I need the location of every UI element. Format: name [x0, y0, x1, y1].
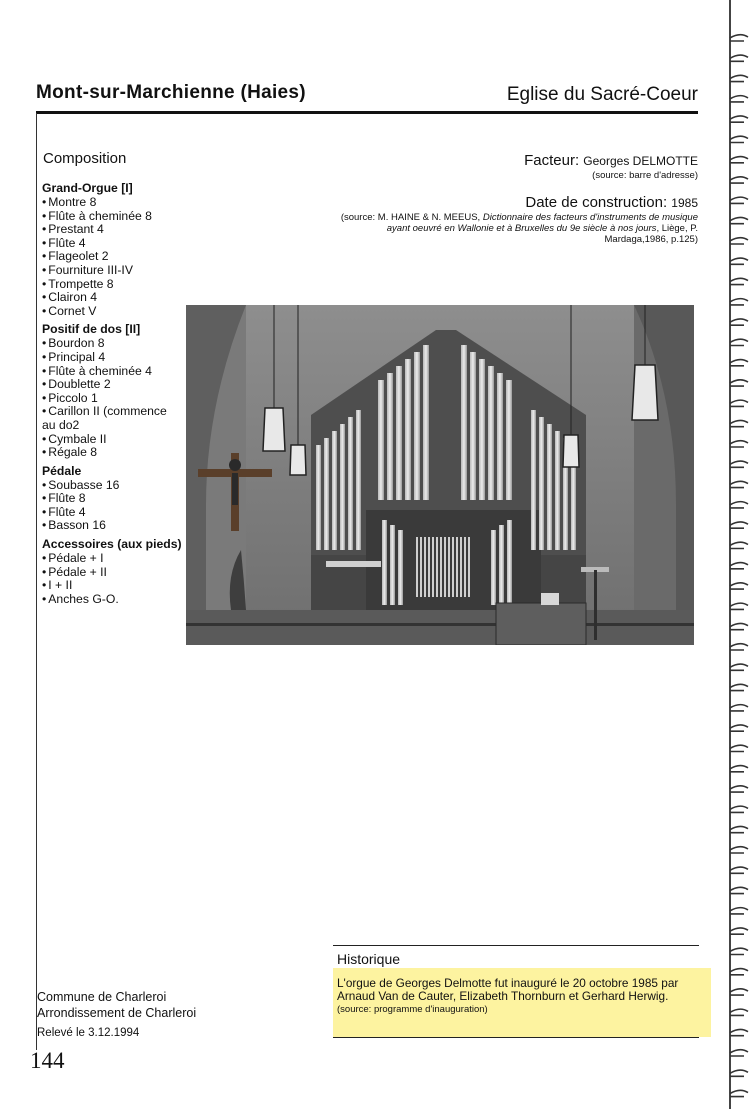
spiral-loop [730, 542, 748, 548]
stop-item: • Flûte à cheminée 8 [42, 210, 182, 224]
spiral-loop [730, 35, 748, 41]
header-rule [36, 111, 698, 114]
spiral-loop [730, 96, 748, 102]
spiral-loop [730, 177, 748, 183]
spiral-loop [730, 908, 748, 914]
spiral-loop [730, 786, 748, 792]
construction-source-suffix: , Liège, P. Mardaga,1986, p.125) [604, 223, 698, 245]
spiral-loop [730, 380, 748, 386]
construction-source-title: Dictionnaire des facteurs d'instruments de musique ayant oeuvré en Wallonie et à Bruxelles du 9e siècle à nos jours [386, 212, 698, 234]
spiral-loop [730, 339, 748, 345]
spiral-loop [730, 847, 748, 853]
releve-date: Relevé le 3.12.1994 [37, 1027, 140, 1039]
stop-item: • Basson 16 [42, 519, 182, 533]
historique-title: Historique [337, 951, 401, 967]
stop-item: • I + II [42, 579, 182, 593]
spiral-loop [730, 420, 748, 426]
spiral-loop [730, 563, 748, 569]
stop-item: • Flûte 8 [42, 492, 182, 506]
stop-item: • Régale 8 [42, 446, 182, 460]
stop-item: • Fourniture III-IV [42, 264, 182, 278]
facteur-name: Georges DELMOTTE [583, 154, 698, 168]
church-name: Eglise du Sacré-Coeur [506, 84, 698, 105]
spiral-loop [730, 55, 748, 61]
stop-item: • Pédale + II [42, 566, 182, 580]
spiral-loop [730, 75, 748, 81]
spiral-loop [730, 197, 748, 203]
spiral-loop [730, 867, 748, 873]
spiral-loop [730, 928, 748, 934]
spiral-loop [730, 705, 748, 711]
construction-label: Date de construction: [525, 194, 668, 211]
historique-text: L'orgue de Georges Delmotte fut inauguré le 20 octobre 1985 par Arnaud Van de Cauter, Elizabeth Thornburn et Gerhard Herwig. [337, 976, 679, 1004]
spiral-loop [730, 1050, 748, 1056]
organ-photo [186, 305, 694, 645]
spiral-loop [730, 948, 748, 954]
stop-item: • Carillon II (commence au do2 [42, 405, 182, 432]
composition-list [42, 181, 182, 606]
stop-item: • Montre 8 [42, 196, 182, 210]
page-title-place: Mont-sur-Marchienne (Haies) [36, 82, 306, 103]
stop-item: • Trompette 8 [42, 278, 182, 292]
spiral-loop [730, 481, 748, 487]
historique-bottom-rule [333, 1037, 699, 1038]
left-margin-rule [36, 113, 37, 1050]
page-number: 144 [30, 1048, 65, 1073]
spiral-loop [730, 644, 748, 650]
historique-top-rule [333, 945, 699, 946]
spiral-loop [730, 238, 748, 244]
stop-item: • Clairon 4 [42, 291, 182, 305]
spiral-loop [730, 522, 748, 528]
spiral-loop [730, 157, 748, 163]
construction-source [328, 212, 698, 245]
stop-item: • Soubasse 16 [42, 479, 182, 493]
composition-section-title: Pédale [42, 463, 82, 478]
stop-item: • Pédale + I [42, 552, 182, 566]
spiral-loop [730, 400, 748, 406]
construction-source-prefix: (source: M. HAINE & N. MEEUS, [340, 212, 481, 223]
construction-line [525, 194, 698, 211]
stop-item: • Doublette 2 [42, 378, 182, 392]
spiral-loop [730, 299, 748, 305]
stop-item: • Principal 4 [42, 351, 182, 365]
spiral-loop [730, 745, 748, 751]
facteur-line [524, 152, 698, 169]
composition-section-title: Positif de dos [II] [42, 322, 141, 337]
spiral-loop [730, 1009, 748, 1015]
construction-year: 1985 [671, 196, 698, 210]
spiral-loop [730, 826, 748, 832]
footer-commune [37, 990, 196, 1021]
spiral-loop [730, 887, 748, 893]
historique-box [333, 968, 711, 1037]
spiral-loop [730, 725, 748, 731]
arrondissement-name: Arrondissement de Charleroi [37, 1005, 197, 1020]
spiral-loop [730, 461, 748, 467]
spiral-loop [730, 1029, 748, 1035]
stop-item: • Flûte à cheminée 4 [42, 365, 182, 379]
spiral-loop [730, 969, 748, 975]
stop-item: • Prestant 4 [42, 223, 182, 237]
composition-section-title: Grand-Orgue [I] [42, 181, 133, 195]
historique-source: (source: programme d'inauguration) [337, 1004, 488, 1016]
spiral-loop [730, 116, 748, 122]
spiral-loop [730, 1090, 748, 1096]
facteur-label: Facteur: [524, 152, 580, 169]
spiral-loop [730, 664, 748, 670]
spiral-loop [730, 684, 748, 690]
stop-item: • Cornet V [42, 305, 182, 319]
spiral-loop [730, 603, 748, 609]
stop-item: • Anches G-O. [42, 593, 182, 607]
spiral-loop [730, 989, 748, 995]
spiral-loop [730, 319, 748, 325]
commune-name: Commune de Charleroi [37, 990, 167, 1004]
stop-item: • Cymbale II [42, 433, 182, 447]
spiral-loop [730, 360, 748, 366]
composition-title: Composition [43, 150, 127, 167]
spiral-loop [730, 583, 748, 589]
spiral-loop [730, 136, 748, 142]
facteur-source: (source: barre d'adresse) [592, 170, 698, 181]
spiral-loop [730, 278, 748, 284]
spiral-loop [730, 766, 748, 772]
stop-item: • Piccolo 1 [42, 392, 182, 406]
spiral-loop [730, 258, 748, 264]
spiral-loop [730, 1070, 748, 1076]
stop-item: • Flûte 4 [42, 506, 182, 520]
composition-section-title: Accessoires (aux pieds) [42, 537, 182, 552]
stop-item: • Flûte 4 [42, 237, 182, 251]
spiral-loop [730, 806, 748, 812]
spiral-loop [730, 502, 748, 508]
stop-item: • Bourdon 8 [42, 337, 182, 351]
stop-item: • Flageolet 2 [42, 250, 182, 264]
spiral-loop [730, 217, 748, 223]
spiral-binding [728, 0, 750, 1109]
spiral-loop [730, 441, 748, 447]
spiral-loop [730, 623, 748, 629]
